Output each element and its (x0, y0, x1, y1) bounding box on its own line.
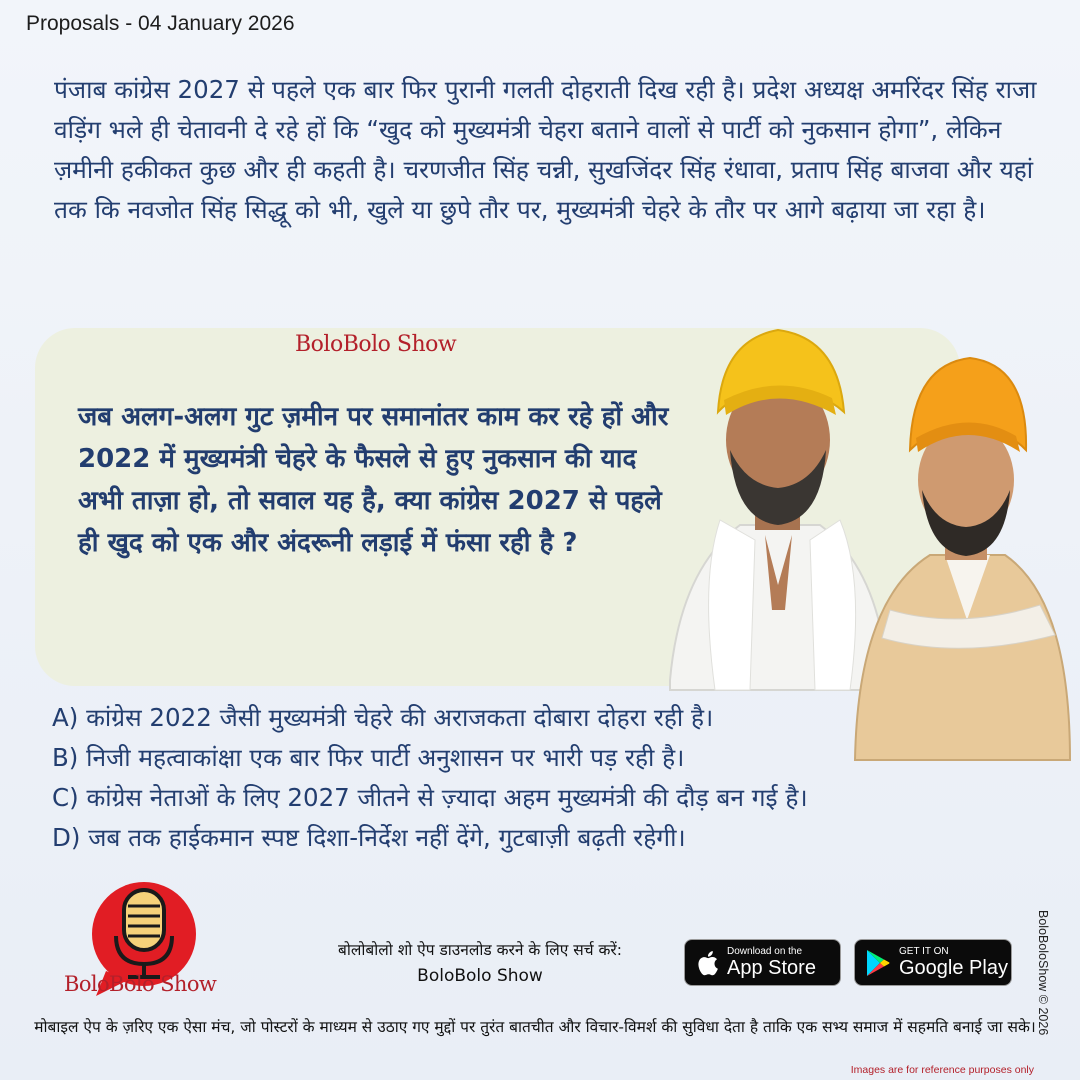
app-store-small-text: Download on the (727, 946, 803, 957)
question-text: जब अलग-अलग गुट ज़मीन पर समानांतर काम कर रहे हों और 2022 में मुख्यमंत्री चेहरे के फैसले से हुए नुकसान की याद अभी ताज़ा हो, तो सवाल यह है, क्या कांग्रेस 2027 से पहले ही खुद को एक और अंदरूनी लड़ाई में फंसा रही है ? (78, 402, 669, 558)
apple-icon (695, 949, 719, 977)
logo-text: BoloBolo Show (64, 972, 217, 996)
intro-paragraph: पंजाब कांग्रेस 2027 से पहले एक बार फिर पुरानी गलती दोहराती दिख रही है। प्रदेश अध्यक्ष अमरिंदर सिंह राजा वड़िंग भले ही चेतावनी दे रहे हों कि “खुद को मुख्यमंत्री चेहरा बताने वालों से पार्टी को नुकसान होगा”, लेकिन ज़मीनी हकीकत कुछ और ही कहती है। चरणजीत सिंह चन्नी, सुखजिंदर सिंह रंधावा, प्रताप सिंह बाजवा और यहां तक कि नवजोत सिंह सिद्धू को भी, खुले या छुपे तौर पर, मुख्यमंत्री चेहरे के तौर पर आगे बढ़ाया जा रहा है। (54, 75, 1037, 224)
copyright-text: BoloBoloShow © 2026 (1036, 910, 1050, 1036)
app-store-big-text: App Store (727, 957, 816, 979)
google-play-small-text: GET IT ON (899, 946, 949, 957)
google-play-icon (865, 949, 891, 977)
option-d[interactable]: D) जब तक हाईकमान स्पष्ट दिशा-निर्देश नहीं देंगे, गुटबाज़ी बढ़ती रहेगी। (52, 823, 686, 852)
question-box-brand: BoloBolo Show (295, 332, 457, 357)
date-label: Proposals - 04 January 2026 (26, 12, 295, 35)
answer-options (52, 698, 912, 858)
option-c[interactable]: C) कांग्रेस नेताओं के लिए 2027 जीतने से ज़्यादा अहम मुख्यमंत्री की दौड़ बन गई है। (52, 783, 808, 812)
footer-description: मोबाइल ऐप के ज़रिए एक ऐसा मंच, जो पोस्टरों के माध्यम से उठाए गए मुद्दों पर तुरंत बातचीत और विचार-विमर्श की सुविधा देता है ताकि एक सभ्य समाज में सहमति बनाई जा सके। (34, 1018, 1036, 1036)
person-left-figure (670, 330, 890, 690)
app-store-button[interactable] (684, 939, 841, 986)
option-a[interactable]: A) कांग्रेस 2022 जैसी मुख्यमंत्री चेहरे की अराजकता दोबारा दोहरा रही है। (52, 703, 714, 732)
google-play-big-text: Google Play (899, 957, 1008, 979)
app-name: BoloBolo Show (417, 966, 543, 986)
download-prompt-block (278, 937, 682, 989)
google-play-button[interactable] (854, 939, 1012, 986)
option-b[interactable]: B) निजी महत्वाकांक्षा एक बार फिर पार्टी अनुशासन पर भारी पड़ रही है। (52, 743, 685, 772)
download-prompt: बोलोबोलो शो ऐप डाउनलोड करने के लिए सर्च करें: (338, 941, 622, 959)
disclaimer-text: Images are for reference purposes only (850, 1064, 1034, 1076)
